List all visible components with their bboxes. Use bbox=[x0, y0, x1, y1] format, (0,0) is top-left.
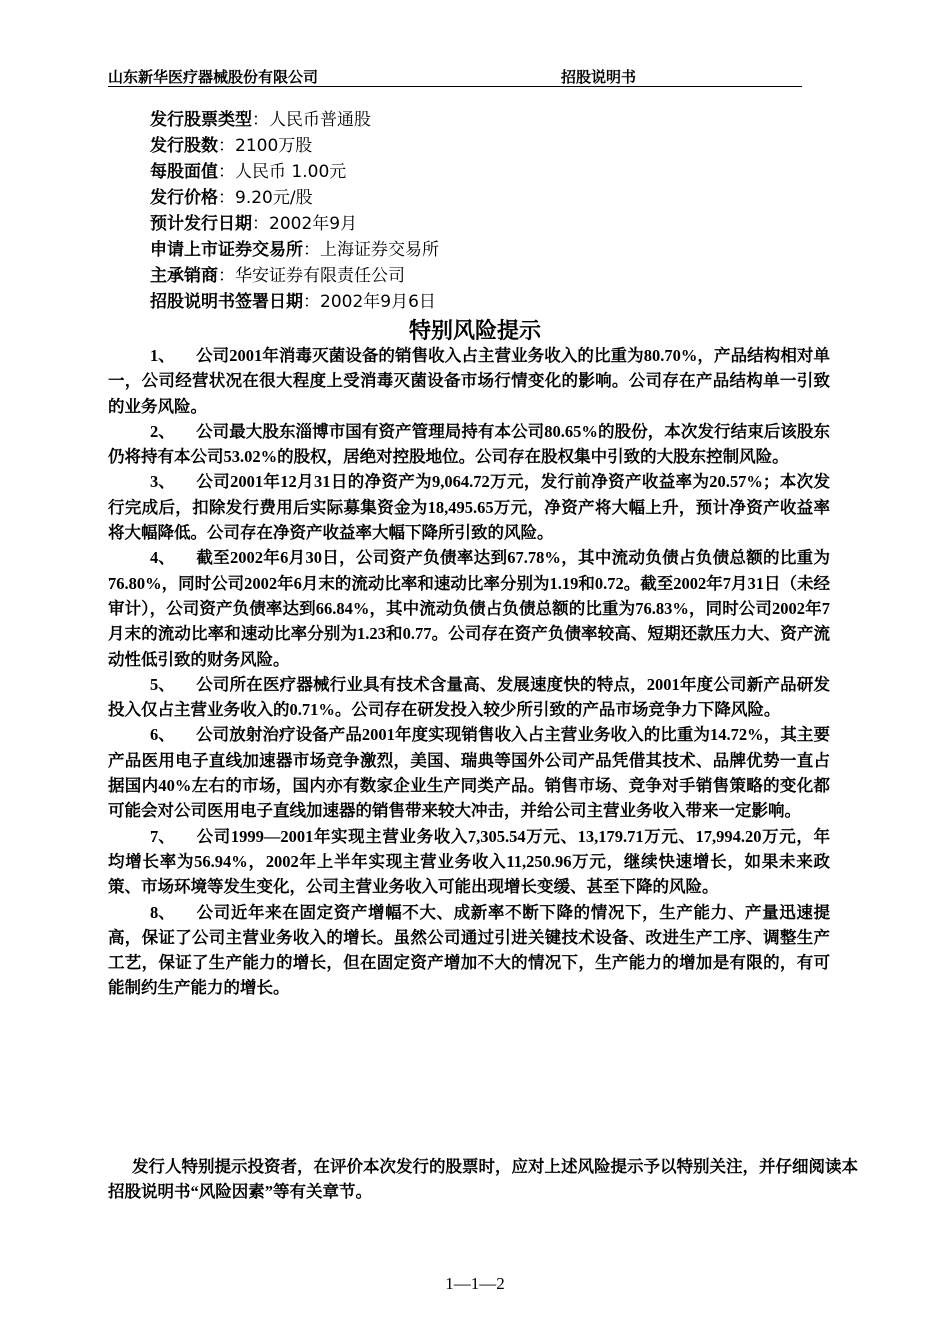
info-value: ：2100万股 bbox=[218, 136, 313, 156]
issuance-info bbox=[150, 107, 439, 315]
risk-item bbox=[108, 343, 830, 419]
risk-item bbox=[108, 900, 830, 1001]
info-key: 招股说明书签署日期 bbox=[150, 292, 303, 312]
info-value: ：人民币 1.00元 bbox=[218, 162, 347, 182]
risk-text: 公司最大股东淄博市国有资产管理局持有本公司80.65%的股份，本次发行结束后该股东仍将持有本公司53.02%的股权，居绝对控股地位。公司存在股权集中引致的大股东控制风险。 bbox=[108, 421, 830, 467]
section-title: 特别风险提示 bbox=[408, 319, 541, 344]
info-key: 每股面值 bbox=[150, 162, 218, 182]
info-key: 发行股票类型 bbox=[150, 110, 252, 130]
info-key: 预计发行日期 bbox=[150, 214, 252, 234]
info-value: ：人民币普通股 bbox=[252, 110, 371, 130]
info-row bbox=[150, 237, 439, 263]
info-row bbox=[150, 289, 439, 315]
info-value: ：上海证券交易所 bbox=[303, 240, 439, 260]
risk-text: 公司所在医疗器械行业具有技术含量高、发展速度快的特点，2001年度公司新产品研发投入仅占主营业务收入的0.71%。公司存在研发投入较少所引致的产品市场竞争力下降风险。 bbox=[108, 674, 830, 720]
risk-number: 1、 bbox=[150, 346, 175, 365]
info-row bbox=[150, 211, 439, 237]
risk-text: 公司近年来在固定资产增幅不大、成新率不断下降的情况下，生产能力、产量迅速提高，保证了公司主营业务收入的增长。虽然公司通过引进关键技术设备、改进生产工序、调整生产工艺，保证了生产能力的增长，但在固定资产增加不大的情况下，生产能力的增加是有限的，有可能制约生产能力的增长。 bbox=[108, 902, 830, 998]
page-number: 1—1—2 bbox=[445, 1274, 505, 1293]
risk-number: 5、 bbox=[150, 674, 175, 694]
info-key: 主承销商 bbox=[150, 266, 218, 286]
info-value: ：2002年9月 bbox=[252, 214, 358, 234]
risk-item bbox=[108, 824, 830, 900]
risk-item bbox=[108, 469, 830, 545]
risk-text: 公司1999—2001年实现主营业务收入7,305.54万元、13,179.71万元、17,994.20万元，年均增长率为56.94%，2002年上半年实现主营业务收入11,250.96万元，继续快速增长，如果未来政策、市场环境等发生变化，公司主营业务收入可能出现增长变缓、甚至下降的风险。 bbox=[108, 826, 830, 897]
risk-number: 2、 bbox=[150, 421, 175, 441]
info-key: 发行股数 bbox=[150, 136, 218, 156]
info-row bbox=[150, 159, 439, 185]
risk-item bbox=[108, 722, 830, 823]
risk-number: 3、 bbox=[150, 472, 175, 492]
info-value: ：9.20元/股 bbox=[218, 188, 313, 208]
page-header bbox=[108, 64, 802, 87]
risk-text: 截至2002年6月30日，公司资产负债率达到67.78%，其中流动负债占负债总额的比重为76.80%，同时公司2002年6月末的流动比率和速动比率分别为1.19和0.72。截至2002年7月31日（未经审计），公司资产负债率达到66.84%，其中流动负债占负债总额的比重为76.83%，同时公司2002年7月末的流动比率和速动比率分别为1.23和0.77。公司存在资产负债率较高、短期还款压力大、资产流动性低引致的财务风险。 bbox=[108, 548, 830, 669]
info-row bbox=[150, 133, 439, 159]
info-row bbox=[150, 263, 439, 289]
risk-item bbox=[108, 672, 830, 723]
info-key: 申请上市证券交易所 bbox=[150, 240, 303, 260]
info-row bbox=[150, 107, 439, 133]
header-company-name: 山东新华医疗器械股份有限公司 bbox=[108, 68, 319, 86]
risk-number: 7、 bbox=[150, 826, 175, 846]
risk-list bbox=[108, 343, 830, 1001]
risk-text: 公司2001年消毒灭菌设备的销售收入占主营业务收入的比重为80.70%，产品结构相对单一，公司经营状况在很大程度上受消毒灭菌设备市场行情变化的影响。公司存在产品结构单一引致的业务风险。 bbox=[108, 346, 830, 416]
header-document-title: 招股说明书 bbox=[561, 68, 637, 86]
info-value: ：华安证券有限责任公司 bbox=[218, 266, 405, 286]
closing-notice: 发行人特别提示投资者，在评价本次发行的股票时，应对上述风险提示予以特别关注，并仔细阅读本招股说明书“风险因素”等有关章节。 bbox=[108, 1157, 858, 1202]
risk-text: 公司放射治疗设备产品2001年度实现销售收入占主营业务收入的比重为14.72%，其主要产品医用电子直线加速器市场竞争激烈，美国、瑞典等国外公司产品凭借其技术、品牌优势一直占据国内40%左右的市场，国内亦有数家企业生产同类产品。销售市场、竞争对手销售策略的变化都可能会对公司医用电子直线加速器的销售带来较大冲击，并给公司主营业务收入带来一定影响。 bbox=[108, 725, 830, 821]
risk-item bbox=[108, 545, 830, 671]
risk-text: 公司2001年12月31日的净资产为9,064.72万元，发行前净资产收益率为20.57%；本次发行完成后，扣除发行费用后实际募集资金为18,495.65万元，净资产将大幅上升，预计净资产收益率将大幅降低。公司存在净资产收益率大幅下降所引致的风险。 bbox=[108, 472, 830, 543]
risk-item bbox=[108, 419, 830, 470]
risk-number: 8、 bbox=[150, 902, 175, 922]
risk-number: 6、 bbox=[150, 725, 175, 745]
info-value: ：2002年9月6日 bbox=[303, 292, 436, 312]
risk-number: 4、 bbox=[150, 548, 175, 568]
info-row bbox=[150, 185, 439, 211]
info-key: 发行价格 bbox=[150, 188, 218, 208]
